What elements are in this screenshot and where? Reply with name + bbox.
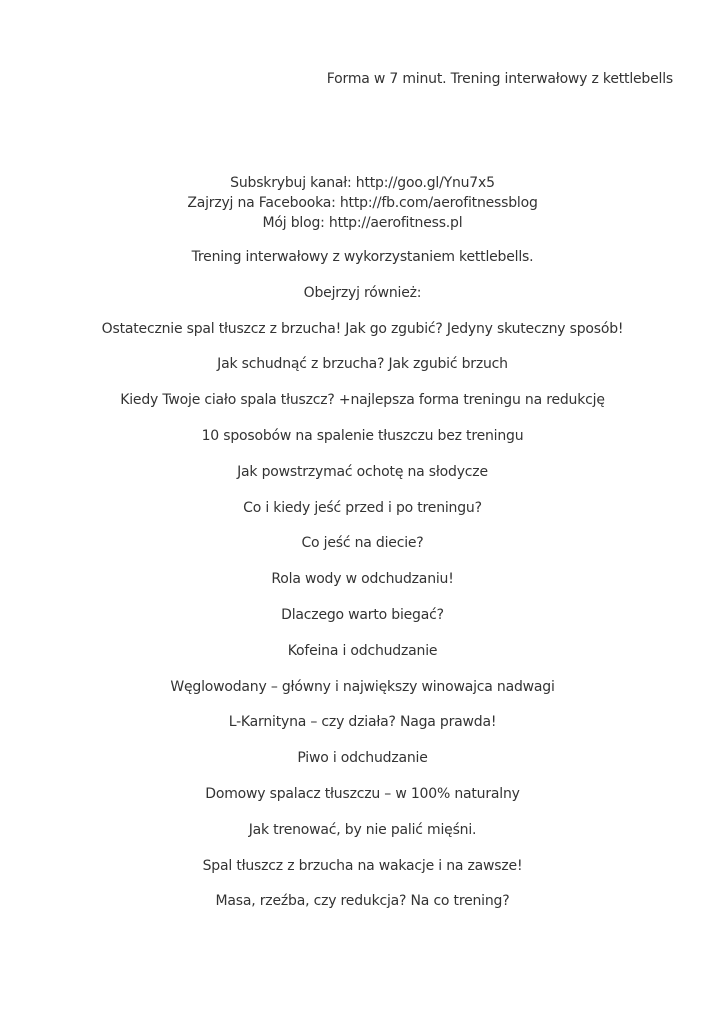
document-title: Forma w 7 minut. Trening interwałowy z kettlebells xyxy=(326,71,673,87)
related-video-item: Piwo i odchudzanie xyxy=(297,750,428,767)
related-video-item: Masa, rzeźba, czy redukcja? Na co trening? xyxy=(215,893,510,910)
content-lines xyxy=(0,247,725,927)
related-video-item: Co jeść na diecie? xyxy=(301,535,424,552)
related-video-item: Co i kiedy jeść przed i po treningu? xyxy=(243,499,482,516)
related-video-item: 10 sposobów na spalenie tłuszczu bez treningu xyxy=(201,427,524,444)
related-video-item: Jak trenować, by nie palić mięśni. xyxy=(248,821,477,838)
related-video-item: Kofeina i odchudzanie xyxy=(287,642,438,659)
related-video-item: L-Karnityna – czy działa? Naga prawda! xyxy=(228,714,497,731)
related-video-item: Jak schudnąć z brzucha? Jak zgubić brzuch xyxy=(217,356,508,373)
channel-links xyxy=(0,173,725,233)
related-video-item: Domowy spalacz tłuszczu – w 100% naturalny xyxy=(205,785,520,802)
related-video-item: Ostatecznie spal tłuszcz z brzucha! Jak go zgubić? Jedyny skuteczny sposób! xyxy=(101,320,624,337)
related-video-item: Spal tłuszcz z brzucha na wakacje i na zawsze! xyxy=(202,857,523,874)
related-video-item: Kiedy Twoje ciało spala tłuszcz? +najlepsza forma treningu na redukcję xyxy=(120,392,605,409)
subscribe-link-line[interactable]: Subskrybuj kanał: http://goo.gl/Ynu7x5 xyxy=(230,175,495,191)
facebook-link-line[interactable]: Zajrzyj na Facebooka: http://fb.com/aerofitnessblog xyxy=(187,195,538,211)
see-also-label: Obejrzyj również: xyxy=(303,284,422,301)
description-text: Trening interwałowy z wykorzystaniem kettlebells. xyxy=(191,249,534,265)
blog-link-line[interactable]: Mój blog: http://aerofitness.pl xyxy=(262,215,463,231)
related-video-item: Rola wody w odchudzaniu! xyxy=(271,571,454,588)
related-video-item: Jak powstrzymać ochotę na słodycze xyxy=(237,463,488,480)
related-video-item: Dlaczego warto biegać? xyxy=(281,606,444,623)
related-video-item: Węglowodany – główny i największy winowajca nadwagi xyxy=(170,678,555,695)
